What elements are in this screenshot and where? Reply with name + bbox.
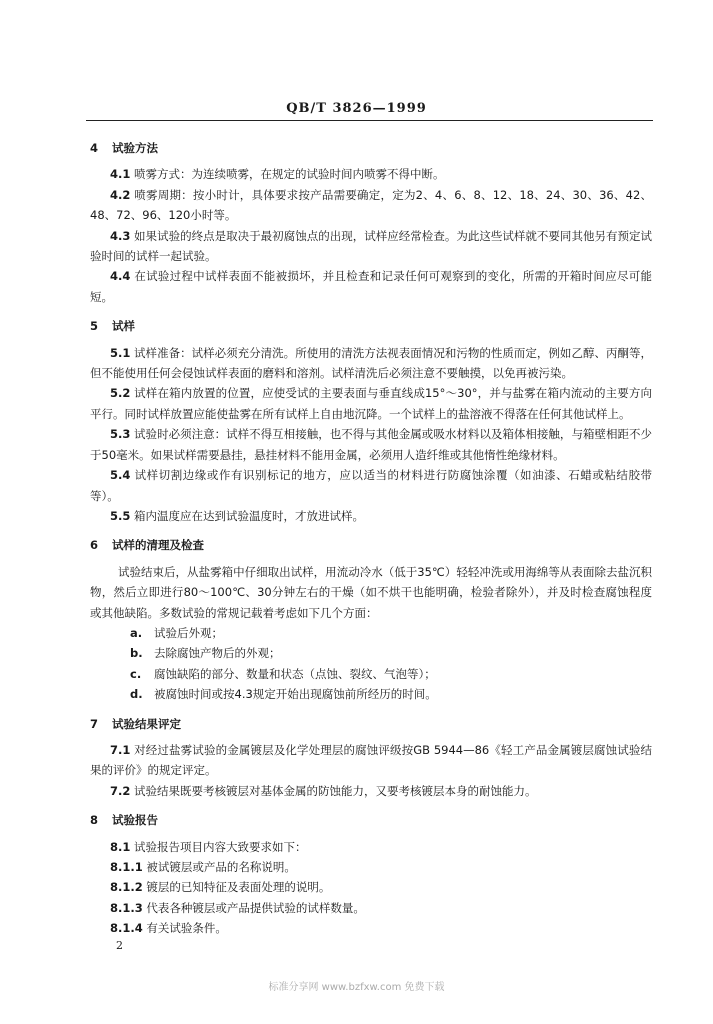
clause bbox=[90, 898, 652, 918]
clause-number: 5.3 bbox=[110, 427, 131, 442]
header-rule bbox=[86, 120, 653, 121]
clause bbox=[90, 343, 652, 384]
clause-number: 4.1 bbox=[110, 167, 131, 182]
clause-number: 8.1.1 bbox=[110, 860, 143, 874]
list-text: 被腐蚀时间或按4.3规定开始出现腐蚀前所经历的时间。 bbox=[154, 687, 437, 702]
section-number: 6 bbox=[90, 538, 99, 553]
list-item bbox=[90, 664, 652, 684]
section-heading bbox=[90, 714, 652, 734]
clause-text: 试验时必须注意：试样不得互相接触，也不得与其他金属或吸水材料以及箱体相接触，与箱壁相距不少于50毫米。如果试样需要悬挂，悬挂材料不能用金属，必须用人造纤维或其他惰性绝缘材料。 bbox=[90, 427, 652, 462]
clause-text: 代表各种镀层或产品提供试验的试样数量。 bbox=[146, 900, 365, 915]
section-title: 试验结果评定 bbox=[112, 716, 181, 731]
list-item bbox=[90, 684, 652, 704]
clause-text: 试验报告项目内容大致要求如下： bbox=[134, 839, 307, 854]
section-heading bbox=[90, 138, 652, 158]
clause-text: 被试镀层或产品的名称说明。 bbox=[146, 860, 296, 874]
clause bbox=[90, 740, 652, 781]
section-title: 试验报告 bbox=[112, 813, 158, 828]
list-text: 试验后外观； bbox=[154, 625, 223, 640]
clause-number: 8.1.4 bbox=[110, 921, 143, 936]
clause-number: 5.5 bbox=[110, 508, 131, 523]
clause-text: 镀层的已知特征及表面处理的说明。 bbox=[146, 880, 331, 895]
watermark: 标准分享网 www.bzfxw.com 免费下载 bbox=[268, 982, 445, 993]
list-marker: d. bbox=[130, 687, 143, 702]
clause-number: 5.1 bbox=[110, 345, 131, 360]
clause bbox=[90, 918, 652, 938]
section-title: 试验方法 bbox=[112, 141, 158, 155]
clause bbox=[90, 424, 652, 465]
clause bbox=[90, 465, 652, 506]
list-item bbox=[90, 623, 652, 643]
list-marker: b. bbox=[130, 646, 143, 661]
clause-text: 试验结果既要考核镀层对基体金属的防蚀能力，又要考核镀层本身的耐蚀能力。 bbox=[134, 783, 537, 798]
clause bbox=[90, 164, 652, 184]
clause-number: 7.1 bbox=[110, 742, 131, 757]
clause-number: 8.1 bbox=[110, 839, 131, 854]
section-number: 8 bbox=[90, 813, 99, 828]
clause-text: 试样准备：试样必须充分清洗。所使用的清洗方法视表面情况和污物的性质而定，例如乙醇、丙酮等，但不能使用任何会侵蚀试样表面的磨料和溶剂。试样清洗后必须注意不要触摸，以免再被污染。 bbox=[90, 345, 652, 381]
section-title: 试样的清理及检查 bbox=[112, 538, 204, 553]
clause-text: 对经过盐雾试验的金属镀层及化学处理层的腐蚀评级按GB 5944—86《轻工产品金属镀层腐蚀试验结果的评价》的规定评定。 bbox=[90, 742, 653, 778]
clause-text: 试样在箱内放置的位置，应使受试的主要表面与垂直线成15°～30°，并与盐雾在箱内流动的主要方向平行。同时试样放置应能使盐雾在所有试样上自由地沉降。一个试样上的盐溶液不得落在任何其他试样上。 bbox=[90, 386, 653, 421]
section-heading bbox=[90, 535, 652, 555]
section-heading bbox=[90, 316, 652, 336]
clause bbox=[90, 266, 652, 307]
list-text: 腐蚀缺陷的部分、数量和状态（点蚀、裂纹、气泡等）； bbox=[154, 666, 436, 681]
clause bbox=[90, 185, 652, 226]
section-heading bbox=[90, 810, 652, 830]
clause-number: 8.1.3 bbox=[110, 900, 143, 915]
document-body bbox=[90, 138, 652, 939]
clause bbox=[90, 506, 652, 526]
clause-number: 4.4 bbox=[110, 269, 131, 284]
clause-number: 4.3 bbox=[110, 228, 131, 243]
clause-text: 在试验过程中试样表面不能被损坏，并且检查和记录任何可观察到的变化，所需的开箱时间应尽可能短。 bbox=[90, 269, 653, 304]
section-number: 7 bbox=[90, 716, 99, 731]
clause bbox=[90, 226, 652, 267]
page-number: 2 bbox=[116, 939, 123, 952]
page-header: QB/T 3826—1999 bbox=[286, 101, 427, 116]
list-text: 去除腐蚀产物后的外观； bbox=[154, 646, 281, 661]
list-marker: a. bbox=[130, 625, 143, 640]
clause-text: 试样切割边缘或作有识别标记的地方，应以适当的材料进行防腐蚀涂覆（如油漆、石蜡或粘结胶带等）。 bbox=[90, 468, 652, 503]
section-title: 试样 bbox=[112, 319, 135, 334]
clause-number: 5.4 bbox=[110, 468, 131, 483]
section-number: 5 bbox=[90, 319, 99, 334]
clause bbox=[90, 877, 652, 897]
clause-number: 5.2 bbox=[110, 386, 131, 401]
list-marker: c. bbox=[130, 666, 142, 681]
clause-number: 8.1.2 bbox=[110, 880, 143, 895]
clause-text: 有关试验条件。 bbox=[146, 921, 227, 936]
clause-text: 喷雾方式：为连续喷雾，在规定的试验时间内喷雾不得中断。 bbox=[134, 167, 445, 182]
clause-text: 喷雾周期：按小时计，具体要求按产品需要确定，定为2、4、6、8、12、18、24、30、36、42、48、72、96、120小时等。 bbox=[90, 187, 653, 223]
clause bbox=[90, 857, 652, 877]
section-number: 4 bbox=[90, 141, 99, 155]
clause bbox=[90, 837, 652, 857]
clause-text: 箱内温度应在达到试验温度时，才放进试样。 bbox=[134, 508, 365, 523]
clause bbox=[90, 383, 652, 424]
clause bbox=[90, 781, 652, 801]
clause-text: 如果试验的终点是取决于最初腐蚀点的出现，试样应经常检查。为此这些试样就不要同其他另有预定试验时间的试样一起试验。 bbox=[90, 228, 652, 264]
list-item bbox=[90, 643, 652, 663]
clause-number: 7.2 bbox=[110, 783, 131, 798]
section-intro: 试验结束后，从盐雾箱中仔细取出试样，用流动冷水（低于35℃）轻轻冲洗或用海绵等从表面除去盐沉积物，然后立即进行80～100℃、30分钟左右的干燥（如不烘干也能明确，检验者除外），并及时检查腐蚀程度或其他缺陷。多数试验的常规记载着考虑如下几个方面： bbox=[90, 564, 652, 620]
clause-number: 4.2 bbox=[110, 187, 131, 202]
